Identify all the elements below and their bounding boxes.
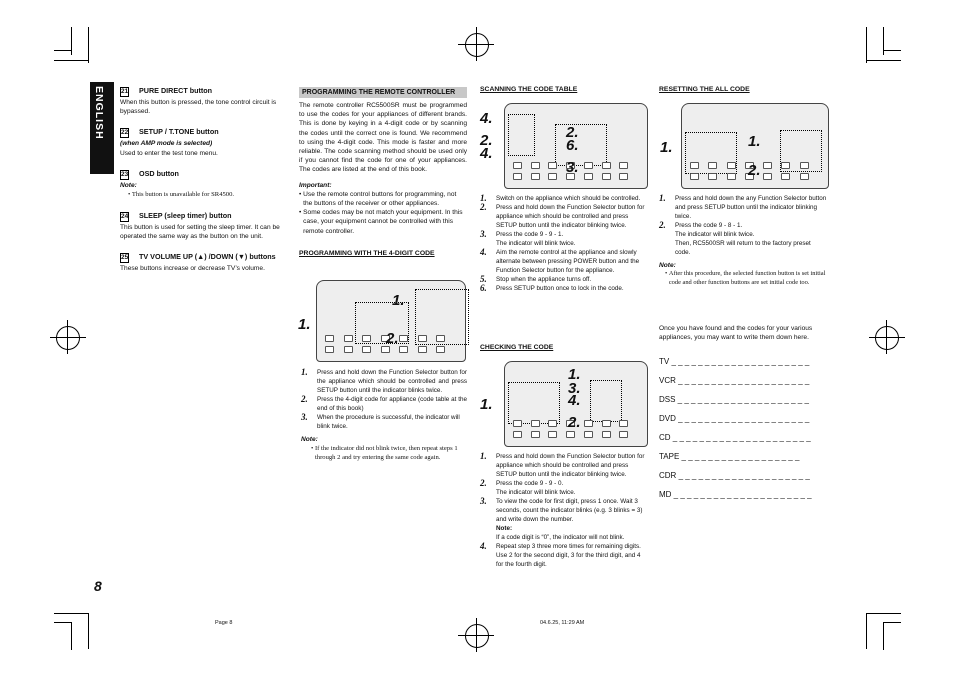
- step: 2. Press and hold down the Function Selector button for appliance which should be controlled and press SETUP button until the indicator blinking twice.: [480, 202, 645, 229]
- remote-button: [584, 162, 593, 169]
- step: 2. Press the 4-digit code for appliance (code table at the end of this book): [301, 394, 467, 412]
- crop-mark: [458, 44, 494, 45]
- note-label: Note:: [496, 525, 513, 532]
- remote-button: [619, 420, 628, 427]
- crop-mark: [54, 613, 89, 614]
- step-text: The indicator will blink twice.: [496, 240, 576, 247]
- code-label: VCR: [659, 376, 676, 385]
- code-line: DVD _ _ _ _ _ _ _ _ _ _ _ _ _ _ _ _ _ _ _ _: [659, 414, 810, 423]
- item-21: [120, 86, 290, 116]
- remote-button: [548, 431, 557, 438]
- callout: 4.: [480, 145, 493, 162]
- important-text: Some codes may be not match your equipment. In this case, your equipment cannot be controlled with this remote controller.: [303, 209, 463, 235]
- callout: 2.: [748, 162, 761, 179]
- crop-mark: [869, 337, 905, 338]
- remote-button: [763, 162, 772, 169]
- code-intro: Once you have found and the codes for your various appliances, you may want to write them down here.: [659, 325, 813, 342]
- code-line: CD _ _ _ _ _ _ _ _ _ _ _ _ _ _ _ _ _ _ _ _ _: [659, 433, 811, 442]
- note-text: If the indicator did not blink twice, then repeat steps 1 through 2 and try entering the same code again.: [314, 445, 458, 462]
- important-item: • Use the remote control buttons for programming, not the buttons of the receiver or other appliances.: [299, 190, 467, 208]
- callout: 1.: [480, 396, 493, 413]
- crop-mark: [866, 613, 867, 649]
- step-text: Switch on the appliance which should be controlled.: [496, 195, 641, 202]
- remote-button: [362, 346, 371, 353]
- item-23: [120, 169, 290, 199]
- remote-button: [584, 420, 593, 427]
- remote-button: [602, 431, 611, 438]
- footer-left: Page 8: [215, 620, 233, 626]
- remote-button: [531, 431, 540, 438]
- step-text: If a code digit is “0”, the indicator will not blink.: [496, 534, 625, 541]
- callout: 1.: [568, 366, 581, 383]
- remote-button: [436, 346, 445, 353]
- step: 5. Stop when the appliance turns off.: [480, 275, 646, 284]
- remote-button: [781, 162, 790, 169]
- note: • This button is unavailable for SR4500.: [128, 191, 235, 199]
- footer-right: 04.6.25, 11:29 AM: [540, 620, 585, 626]
- remote-illustration: [316, 280, 466, 362]
- language-tab: [90, 82, 114, 174]
- remote-button: [381, 346, 390, 353]
- crop-mark: [458, 635, 494, 636]
- remote-button: [619, 162, 628, 169]
- callout: 1.: [392, 292, 405, 309]
- step-text: Repeat step 3 three more times for remaining digits. Use 2 for the second digit, 3 for the third digit, and 4 for the fourth digit.: [496, 543, 641, 568]
- callout: 4.: [480, 110, 493, 127]
- scan-steps: [480, 194, 646, 293]
- step-text: Aim the remote control at the appliance and slowly alternate between pressing POWER button and the Function Selector button for the appliance.: [496, 249, 640, 274]
- language-tab-label: ENGLISH: [93, 86, 105, 140]
- reset-steps: [659, 194, 827, 287]
- note-text: This button is unavailable for SR4500.: [131, 191, 235, 199]
- step-text: Stop when the appliance turns off.: [496, 276, 592, 283]
- callout: 2.: [566, 124, 579, 141]
- remote-button: [800, 162, 809, 169]
- step-text: Press the code 9 - 9 - 0.: [496, 480, 564, 487]
- item-body: Used to enter the test tone menu.: [120, 149, 218, 157]
- code-label: TV: [659, 357, 670, 366]
- remote-button: [325, 335, 334, 342]
- item-title: OSD button: [139, 168, 179, 178]
- step: 1. Press and hold down the Function Selector button for appliance which should be controlled and press SETUP button until the indicator blinking twice.: [480, 451, 645, 478]
- step: 1. Press and hold down the Function Selector button for the appliance which should be controlled and press SETUP button until the indicator blinks twice.: [301, 367, 467, 394]
- step-text: The indicator will blink twice.: [496, 489, 576, 496]
- step: 4. Repeat step 3 three more times for remaining digits. Use 2 for the second digit, 3 for the third digit, and 4 for the fourth digit.: [480, 542, 646, 569]
- remote-button: [708, 173, 717, 180]
- step: 2. Press the code 9 - 8 - 1.: [659, 221, 827, 230]
- remote-button: [362, 335, 371, 342]
- remote-button: [727, 173, 736, 180]
- remote-button: [602, 173, 611, 180]
- scan-heading: SCANNING THE CODE TABLE: [480, 86, 578, 93]
- callout: 3.: [568, 380, 581, 397]
- check-heading: CHECKING THE CODE: [480, 344, 554, 351]
- programming-intro: The remote controller RC5500SR must be programmed to use the codes for your appliances of different brands. This is done by keying in a 4-digit code or by scanning the codes until the correct one is found. We recommend to using the 4-digit code. This mode is faster and more reliable. The code scanning method should be used only if you cannot find the code for one of your appliances. The codes are listed at the end of this book.: [299, 102, 467, 174]
- keypad-highlight: [508, 382, 560, 424]
- crop-mark: [866, 27, 867, 63]
- crop-mark: [71, 622, 72, 650]
- remote-button: [584, 431, 593, 438]
- remote-button: [602, 420, 611, 427]
- callout: 6.: [566, 137, 579, 154]
- remote-button: [399, 335, 408, 342]
- page-number: 8: [94, 578, 102, 594]
- item-24: [120, 211, 290, 241]
- keypad-highlight: [590, 380, 622, 422]
- item-body: These buttons increase or decrease TV’s volume.: [120, 264, 265, 272]
- code-label: DVD: [659, 414, 676, 423]
- important-item: • Some codes may be not match your equipment. In this case, your equipment cannot be controlled with this remote controller.: [299, 208, 467, 236]
- left-column: [120, 86, 290, 273]
- remote-button: [436, 335, 445, 342]
- step-text: Press the 4-digit code for appliance (code table at the end of this book): [317, 396, 467, 412]
- code-line: CDR _ _ _ _ _ _ _ _ _ _ _ _ _ _ _ _ _ _ _ _: [659, 471, 810, 480]
- remote-button: [800, 173, 809, 180]
- remote-button: [325, 346, 334, 353]
- item-subtitle: (when AMP mode is selected): [120, 140, 213, 148]
- remote-button: [418, 346, 427, 353]
- crop-mark: [54, 50, 72, 51]
- remote-button: [708, 162, 717, 169]
- programming-column: [299, 87, 467, 257]
- important-text: Use the remote control buttons for programming, not the buttons of the receiver or other appliances.: [303, 190, 457, 208]
- callout: 3.: [566, 159, 579, 176]
- keypad-highlight: [508, 114, 535, 156]
- note: • After this procedure, the selected function button is set initial code and other function buttons are set initial code too.: [665, 270, 826, 286]
- item-22: [120, 127, 290, 157]
- code-line: TV _ _ _ _ _ _ _ _ _ _ _ _ _ _ _ _ _ _ _ _ _: [659, 357, 810, 366]
- crop-mark: [88, 613, 89, 649]
- note-label: Note:: [301, 436, 318, 443]
- code-label: TAPE: [659, 452, 680, 461]
- step: 3. Press the code 9 - 9 - 1.: [480, 230, 646, 239]
- item-number: 23: [121, 170, 129, 178]
- note-label: Note:: [659, 262, 676, 269]
- code-label: CDR: [659, 471, 677, 480]
- code-line: MD _ _ _ _ _ _ _ _ _ _ _ _ _ _ _ _ _ _ _ _ _: [659, 490, 812, 499]
- step-text: Press the code 9 - 9 - 1.: [496, 231, 564, 238]
- remote-button: [418, 335, 427, 342]
- remote-button: [619, 431, 628, 438]
- callout: 1.: [748, 133, 761, 150]
- step: 2. Press the code 9 - 9 - 0.: [480, 479, 646, 488]
- remote-button: [344, 335, 353, 342]
- crop-mark: [866, 613, 901, 614]
- crop-mark: [883, 622, 901, 623]
- step: 1. Switch on the appliance which should be controlled.: [480, 194, 646, 203]
- code-label: DSS: [659, 395, 676, 404]
- check-steps: [480, 452, 646, 569]
- remote-button: [619, 173, 628, 180]
- step-text: Press and hold down the Function Selector button for appliance which should be controlled and press SETUP button until the indicator blinking twice.: [496, 204, 645, 229]
- remote-button: [781, 173, 790, 180]
- item-title: SLEEP (sleep timer) button: [139, 211, 232, 221]
- remote-button: [531, 173, 540, 180]
- step: 4. Aim the remote control at the appliance and slowly alternate between pressing POWER button and the Function Selector button for the appliance.: [480, 248, 646, 275]
- item-title: SETUP / T.TONE button: [139, 127, 219, 137]
- programming-heading: PROGRAMMING THE REMOTE CONTROLLER: [299, 87, 467, 98]
- registration-mark: [465, 624, 489, 648]
- remote-button: [566, 431, 575, 438]
- callout: 1.: [298, 316, 311, 333]
- remote-button: [548, 173, 557, 180]
- remote-button: [531, 162, 540, 169]
- remote-button: [513, 431, 522, 438]
- callout: 1.: [660, 139, 673, 156]
- remote-button: [513, 420, 522, 427]
- code-label: CD: [659, 433, 671, 442]
- keypad-highlight: [555, 124, 607, 166]
- crop-mark: [883, 622, 884, 650]
- remote-button: [584, 173, 593, 180]
- step: 1. Press and hold down the any Function Selector button and press SETUP button until the indicator blinking twice.: [659, 193, 827, 220]
- step-text: Press the code 9 - 8 - 1.: [675, 222, 743, 229]
- callout: 2.: [480, 132, 493, 149]
- reset-heading: RESETTING THE ALL CODE: [659, 86, 750, 93]
- note: • If the indicator did not blink twice, then repeat steps 1 through 2 and try entering the same code again.: [301, 444, 467, 462]
- item-25: [120, 252, 290, 273]
- crop-mark: [50, 337, 86, 338]
- digit-steps: [301, 368, 467, 463]
- step-text: Press SETUP button once to lock in the code.: [496, 285, 624, 292]
- remote-button: [344, 346, 353, 353]
- remote-button: [399, 346, 408, 353]
- step-text: To view the code for first digit, press 1 once. Wait 3 seconds, count the indicator blinks (e.g. 3 blinks = 3) and write down the number.: [496, 498, 643, 523]
- item-number: 22: [121, 129, 129, 137]
- crop-mark: [866, 60, 901, 61]
- step-text: The indicator will blink twice.: [675, 231, 755, 238]
- item-body: When this button is pressed, the tone control circuit is bypassed.: [120, 99, 277, 116]
- remote-button: [548, 420, 557, 427]
- item-title: PURE DIRECT button: [139, 86, 213, 95]
- callout: 4.: [568, 392, 581, 409]
- note-label: Note:: [120, 181, 137, 189]
- crop-mark: [54, 622, 72, 623]
- remote-button: [548, 162, 557, 169]
- crop-mark: [88, 27, 89, 63]
- step: 3. To view the code for first digit, press 1 once. Wait 3 seconds, count the indicator blinks (e.g. 3 blinks = 3) and write down the number.: [480, 497, 646, 524]
- item-number: 24: [121, 213, 129, 221]
- item-body: This button is used for setting the sleep timer. It can be operated the same way as the button on the unit.: [120, 224, 280, 241]
- step-text: Press and hold down the Function Selector button for appliance which should be controlled and press SETUP button until the indicator blinking twice.: [496, 453, 645, 478]
- note-text: After this procedure, the selected function button is set initial code and other function buttons are set initial code too.: [668, 270, 826, 286]
- crop-mark: [883, 50, 901, 51]
- crop-mark: [54, 60, 89, 61]
- step: 3. When the procedure is successful, the indicator will blink twice.: [301, 413, 467, 431]
- step-text: Press and hold down the Function Selector button for the appliance which should be controlled and press SETUP button until the indicator blinks twice.: [317, 369, 467, 394]
- code-line: VCR _ _ _ _ _ _ _ _ _ _ _ _ _ _ _ _ _ _ _ _: [659, 376, 810, 385]
- remote-button: [513, 162, 522, 169]
- step: 6. Press SETUP button once to lock in the code.: [480, 284, 646, 293]
- registration-mark: [465, 33, 489, 57]
- code-list: [659, 357, 829, 509]
- digit-heading: PROGRAMMING WITH THE 4-DIGIT CODE: [299, 249, 435, 257]
- remote-button: [690, 173, 699, 180]
- important-label: Important:: [299, 181, 332, 189]
- code-label: MD: [659, 490, 672, 499]
- step-text: When the procedure is successful, the indicator will blink twice.: [317, 414, 460, 430]
- code-line: DSS _ _ _ _ _ _ _ _ _ _ _ _ _ _ _ _ _ _ _ _: [659, 395, 809, 404]
- step-text: Press and hold down the any Function Selector button and press SETUP button until the indicator blinking twice.: [675, 195, 827, 220]
- callout: 2.: [386, 330, 399, 347]
- item-title: TV VOLUME UP (▲) /DOWN (▼) buttons: [139, 251, 276, 261]
- remote-button: [602, 162, 611, 169]
- registration-mark: [56, 326, 80, 350]
- callout: 2.: [568, 414, 581, 431]
- remote-button: [690, 162, 699, 169]
- item-number: 21: [121, 88, 129, 95]
- remote-button: [763, 173, 772, 180]
- item-number: 25: [121, 253, 129, 261]
- remote-button: [513, 173, 522, 180]
- registration-mark: [875, 326, 899, 350]
- remote-button: [531, 420, 540, 427]
- remote-button: [727, 162, 736, 169]
- step-text: Then, RC5500SR will return to the factory preset code.: [675, 240, 811, 256]
- code-line: TAPE _ _ _ _ _ _ _ _ _ _ _ _ _ _ _ _ _ _: [659, 452, 800, 461]
